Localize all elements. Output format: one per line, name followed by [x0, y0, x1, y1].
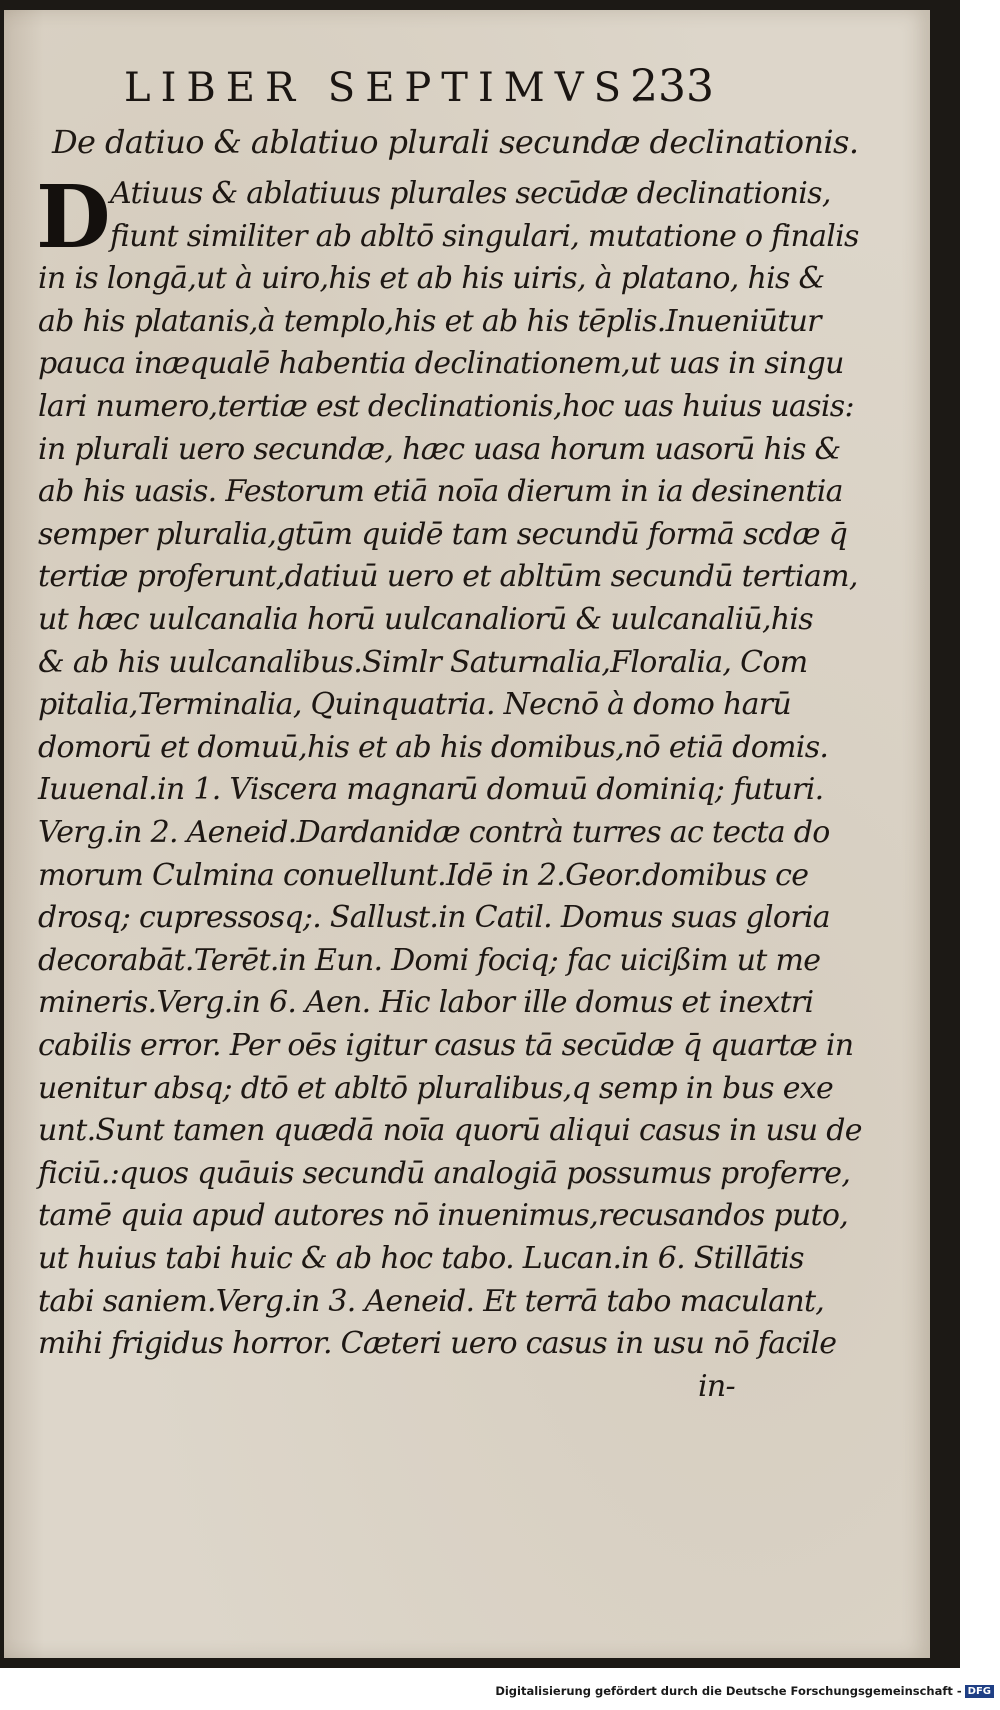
text-line: in plurali uero secundæ, hæc uasa horum uasorū his & — [38, 431, 841, 467]
text-line: uenitur absq; dtō et abltō pluralibus,q semp in bus exe — [38, 1070, 834, 1106]
text-line: morum Culmina conuellunt.Idē in 2.Geor.domibus ce — [38, 857, 809, 893]
text-line: Atiuus & ablatiuus plurales secūdæ declinationis, — [110, 176, 831, 211]
text-line: in- — [698, 1368, 735, 1404]
text-line: Verg.in 2. Aeneid.Dardanidæ contrà turres ac tecta do — [38, 815, 830, 850]
text-line: pitalia,Terminalia, Quinquatria. Necnō à domo harū — [38, 687, 792, 723]
text-line: ut hæc uulcanalia horū uulcanaliorū & uulcanaliū,his — [38, 602, 814, 637]
text-line: tertiæ proferunt,datiuū uero et abltūm secundū tertiam, — [38, 559, 858, 595]
text-line: cabilis error. Per oēs igitur casus tā secūdæ q̄ quartæ in — [38, 1028, 854, 1063]
text-line: & ab his uulcanalibus.Simlr Saturnalia,Floralia, Com — [38, 644, 808, 680]
text-line: drosq; cupressosq;. Sallust.in Catil. Domus suas gloria — [38, 900, 830, 936]
text-line: domorū et domuū,his et ab his domibus,nō etiā domis. — [38, 729, 829, 765]
dfg-logo: DFG — [965, 1685, 994, 1698]
text-line: decorabāt.Terēt.in Eun. Domi fociq; fac uicißim ut me — [38, 942, 821, 978]
text-line: ab his platanis,à templo,his et ab his tēplis.Inueniūtur — [38, 303, 821, 339]
text-line: semper pluralia,gtūm quidē tam secundū formā scdæ q̄ — [38, 516, 848, 552]
text-line: Iuuenal.in 1. Viscera magnarū domuū dominiq; futuri. — [38, 772, 824, 808]
text-line: lari numero,tertiæ est declinationis,hoc uas huius uasis: — [38, 389, 854, 424]
text-line: pauca inæqualē habentia declinationem,ut uas in singu — [38, 346, 844, 382]
drop-cap-initial: D — [36, 167, 111, 268]
text-line: mineris.Verg.in 6. Aen. Hic labor ille domus et inextri — [38, 985, 814, 1021]
text-line: in is longā,ut à uiro,his et ab his uiris, à platano, his & — [38, 261, 825, 297]
funding-credit-text: Digitalisierung gefördert durch die Deutsche Forschungsgemeinschaft - — [495, 1684, 962, 1698]
text-line: ab his uasis. Festorum etiā noīa dierum in ia desinentia — [38, 474, 843, 510]
text-line: ut huius tabi huic & ab hoc tabo. Lucan.in 6. Stillātis — [38, 1241, 804, 1276]
text-line: tabi saniem.Verg.in 3. Aeneid. Et terrā tabo maculant, — [38, 1283, 825, 1319]
text-line: tamē quia apud autores nō inuenimus,recusandos puto, — [38, 1198, 849, 1234]
book-page — [4, 10, 930, 1658]
text-line: ficiū.:quos quāuis secundū analogiā possumus proferre, — [38, 1155, 851, 1191]
running-head-title: LIBER SEPTIMVS. — [124, 65, 653, 111]
footer-credit — [0, 1684, 994, 1698]
text-line: mihi frigidus horror. Cæteri uero casus in usu nō facile — [38, 1326, 837, 1362]
section-heading: De datiuo & ablatiuo plurali secundæ declinationis. — [52, 123, 859, 161]
text-line: unt.Sunt tamen quædā noīa quorū aliqui casus in usu de — [38, 1113, 862, 1149]
page-number: 233 — [630, 61, 714, 112]
text-line: fiunt similiter ab abltō singulari, mutatione o finalis — [110, 218, 859, 254]
